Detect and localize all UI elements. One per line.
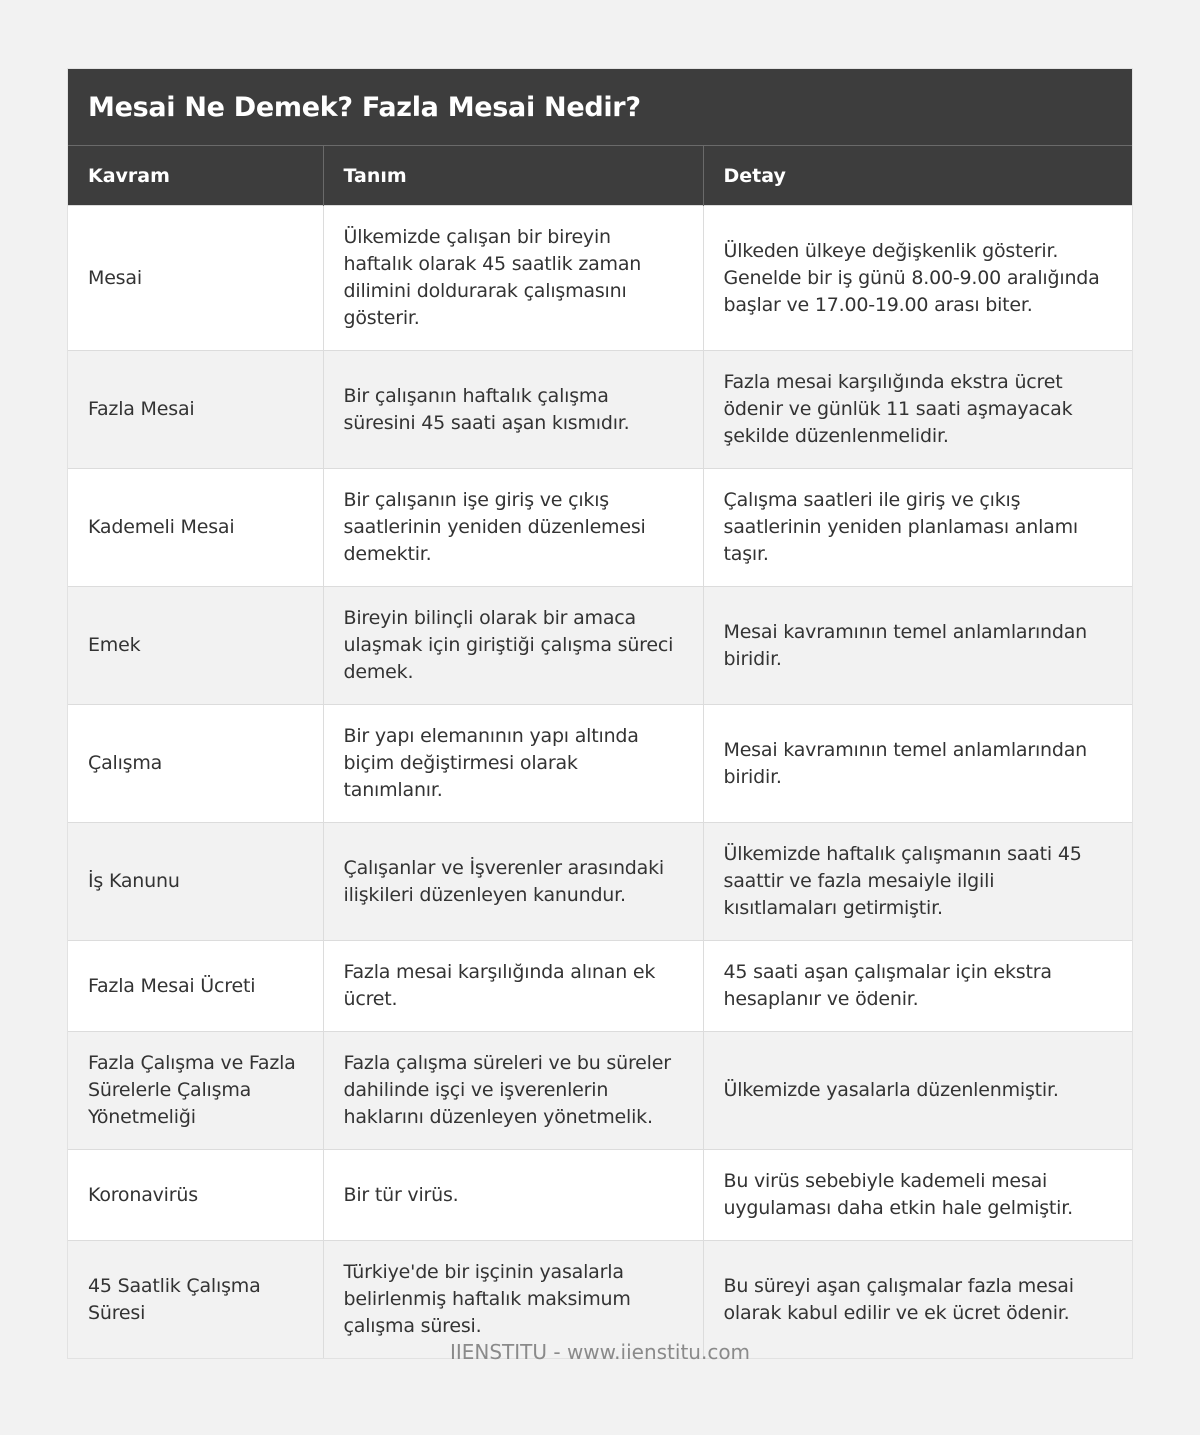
column-header-tanim: Tanım — [323, 146, 703, 206]
cell-kavram: Koronavirüs — [68, 1150, 323, 1241]
cell-kavram: İş Kanunu — [68, 823, 323, 941]
footer-credit: IIENSTITU - www.iienstitu.com — [449, 1340, 751, 1364]
concept-table — [68, 145, 1132, 1358]
cell-tanim: Bir tür virüs. — [323, 1150, 703, 1241]
cell-detay: Ülkemizde yasalarla düzenlenmiştir. — [703, 1032, 1132, 1150]
table-row — [68, 705, 1132, 823]
table-row — [68, 1150, 1132, 1241]
cell-kavram: Kademeli Mesai — [68, 469, 323, 587]
content-card — [68, 69, 1132, 1358]
cell-kavram: Mesai — [68, 206, 323, 351]
cell-tanim: Fazla mesai karşılığında alınan ek ücret. — [323, 941, 703, 1032]
table-row — [68, 823, 1132, 941]
cell-detay: Çalışma saatleri ile giriş ve çıkış saatlerinin yeniden planlaması anlamı taşır. — [703, 469, 1132, 587]
cell-kavram: Emek — [68, 587, 323, 705]
cell-detay: Bu virüs sebebiyle kademeli mesai uygulaması daha etkin hale gelmiştir. — [703, 1150, 1132, 1241]
cell-tanim: Çalışanlar ve İşverenler arasındaki ilişkileri düzenleyen kanundur. — [323, 823, 703, 941]
cell-kavram: Fazla Çalışma ve Fazla Sürelerle Çalışma Yönetmeliği — [68, 1032, 323, 1150]
cell-kavram: 45 Saatlik Çalışma Süresi — [68, 1241, 323, 1359]
cell-detay: Bu süreyi aşan çalışmalar fazla mesai olarak kabul edilir ve ek ücret ödenir. — [703, 1241, 1132, 1359]
title-bar — [68, 69, 1132, 145]
table-row — [68, 469, 1132, 587]
table-row — [68, 351, 1132, 469]
cell-detay: Mesai kavramının temel anlamlarından biridir. — [703, 587, 1132, 705]
cell-detay: Ülkemizde haftalık çalışmanın saati 45 saattir ve fazla mesaiyle ilgili kısıtlamaları getirmiştir. — [703, 823, 1132, 941]
cell-kavram: Fazla Mesai — [68, 351, 323, 469]
cell-tanim: Fazla çalışma süreleri ve bu süreler dahilinde işçi ve işverenlerin haklarını düzenleyen yönetmelik. — [323, 1032, 703, 1150]
cell-tanim: Ülkemizde çalışan bir bireyin haftalık olarak 45 saatlik zaman dilimini doldurarak çalışmasını gösterir. — [323, 206, 703, 351]
table-row — [68, 206, 1132, 351]
cell-tanim: Bir çalışanın haftalık çalışma süresini 45 saati aşan kısmıdır. — [323, 351, 703, 469]
column-header-detay: Detay — [703, 146, 1132, 206]
cell-tanim: Türkiye'de bir işçinin yasalarla belirlenmiş haftalık maksimum çalışma süresi. — [323, 1241, 703, 1359]
table-row — [68, 587, 1132, 705]
cell-detay: 45 saati aşan çalışmalar için ekstra hesaplanır ve ödenir. — [703, 941, 1132, 1032]
table-row — [68, 941, 1132, 1032]
page-title: Mesai Ne Demek? Fazla Mesai Nedir? — [88, 91, 641, 123]
cell-detay: Mesai kavramının temel anlamlarından biridir. — [703, 705, 1132, 823]
table-row — [68, 1032, 1132, 1150]
cell-detay: Fazla mesai karşılığında ekstra ücret ödenir ve günlük 11 saati aşmayacak şekilde düzenlenmelidir. — [703, 351, 1132, 469]
cell-tanim: Bireyin bilinçli olarak bir amaca ulaşmak için giriştiği çalışma süreci demek. — [323, 587, 703, 705]
table-header-row — [68, 146, 1132, 206]
cell-detay: Ülkeden ülkeye değişkenlik gösterir. Genelde bir iş günü 8.00-9.00 aralığında başlar ve 17.00-19.00 arası biter. — [703, 206, 1132, 351]
column-header-kavram: Kavram — [68, 146, 323, 206]
cell-tanim: Bir yapı elemanının yapı altında biçim değiştirmesi olarak tanımlanır. — [323, 705, 703, 823]
cell-kavram: Çalışma — [68, 705, 323, 823]
cell-kavram: Fazla Mesai Ücreti — [68, 941, 323, 1032]
cell-tanim: Bir çalışanın işe giriş ve çıkış saatlerinin yeniden düzenlemesi demektir. — [323, 469, 703, 587]
